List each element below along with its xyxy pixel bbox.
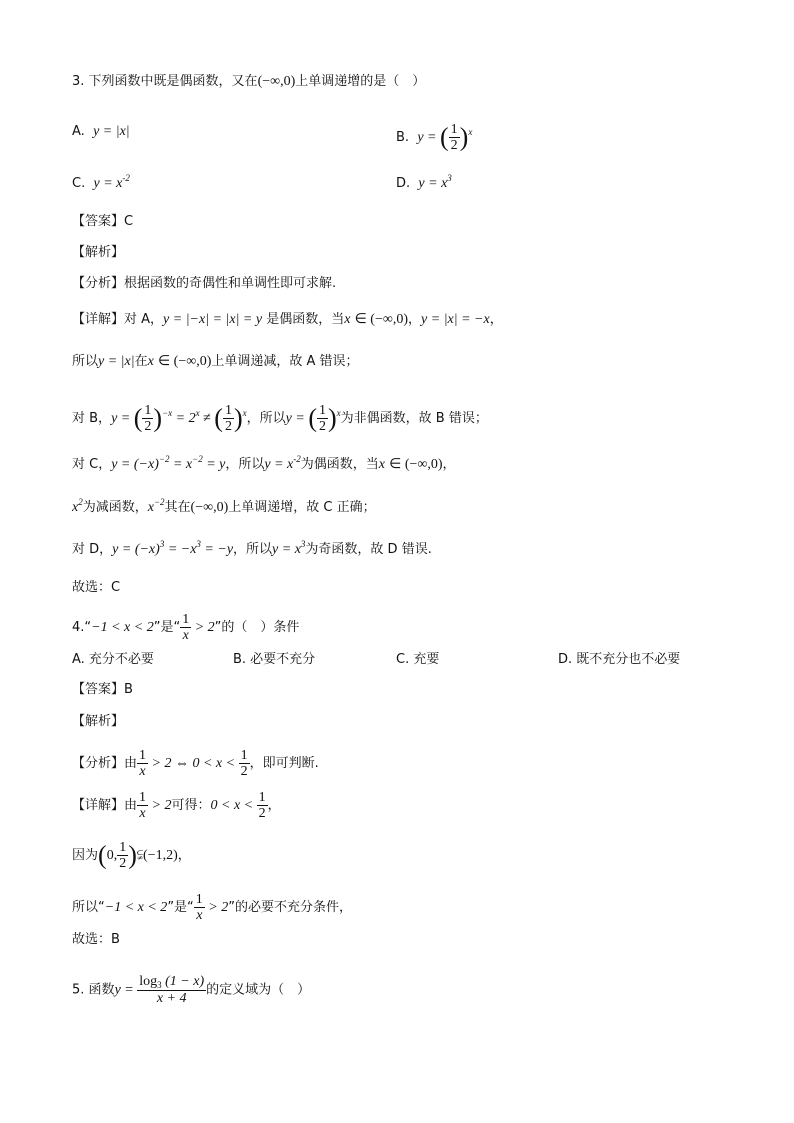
q4-answer: 【答案】B <box>72 682 133 697</box>
q3-analysis-tag: 【解析】 <box>72 245 125 260</box>
q5-stem: 5. 函数y = $\frac{\log_3 (1 - x)}{x + 4}$ 的定义域为（ ） <box>72 974 311 1006</box>
q4-stem: 4.“−1 < x < 2”是“ $\frac{1}{x}$ > 2”的（ ）条件 <box>72 612 300 643</box>
q4-detail-line1: 【详解】由 $\frac{1}{x}$ > 2可得：0 < x < $\frac{1}{2}$ ， <box>72 790 281 821</box>
q3-option-d: D. $y = x^3$ <box>396 173 452 191</box>
q4-detail-line3: 所以“−1 < x < 2”是“ $\frac{1}{x}$ > 2”的必要不充分条件， <box>72 892 352 923</box>
q3-option-a: A. y = |x| <box>72 124 130 139</box>
q3-detail-line1: 【详解】对 A，y = |−x| = |x| = y 是偶函数，当x ∈ (−∞,0)，y = |x| = −x， <box>72 312 503 327</box>
q4-analysis-tag: 【解析】 <box>72 714 125 729</box>
q4-option-c: C. 充要 <box>396 652 440 667</box>
q4-option-d: D. 既不充分也不必要 <box>558 652 681 667</box>
q3-detail-line4: 对 C，$y = (-x)^{-2} = x^{-2} = y$，所以$y = x^{-2}$为偶函数，当x ∈ (−∞,0)， <box>72 454 456 472</box>
q3-detail-line5: $x^2$为减函数，$x^{-2}$其在(−∞,0)上单调递增，故 C 正确； <box>72 497 376 515</box>
q3-answer: 【答案】C <box>72 214 134 229</box>
q3-fenxi: 【分析】根据函数的奇偶性和单调性即可求解. <box>72 276 337 291</box>
q3-detail-line3: 对 B，y = ( $\frac{1}{2}$ )$^{-x} = 2^x$ ≠ ( $\frac{1}{2}$ )$^x$，所以y = ( $\frac{1}{2}$ )$^x$为非偶函数，故 B 错误； <box>72 403 488 434</box>
q4-fenxi: 【分析】由 $\frac{1}{x}$ > 2 ⇔ 0 < x < $\frac{1}{2}$ ，即可判断. <box>72 748 319 779</box>
q4-option-a: A. 充分不必要 <box>72 652 154 667</box>
q4-option-b: B. 必要不充分 <box>233 652 316 667</box>
q3-option-c: C. $y = x^{-2}$ <box>72 173 130 191</box>
q3-detail-line6: 对 D，$y = (-x)^3 = -x^3 = -y$，所以$y = x^3$为奇函数，故 D 错误. <box>72 539 432 557</box>
q3-choose: 故选：C <box>72 580 121 595</box>
q3-option-b: B. y = ( $\frac{1}{2}$ )$^x$ <box>396 122 473 153</box>
q3-detail-line2: 所以y = |x|在x ∈ (−∞,0)上单调递减，故 A 错误； <box>72 354 359 369</box>
q4-detail-line2: 因为(0, $\frac{1}{2}$ )⫋(−1,2)， <box>72 840 191 871</box>
q3-stem: 3. 下列函数中既是偶函数，又在(−∞,0)上单调递增的是（ ） <box>72 74 426 89</box>
q4-choose: 故选：B <box>72 932 120 947</box>
